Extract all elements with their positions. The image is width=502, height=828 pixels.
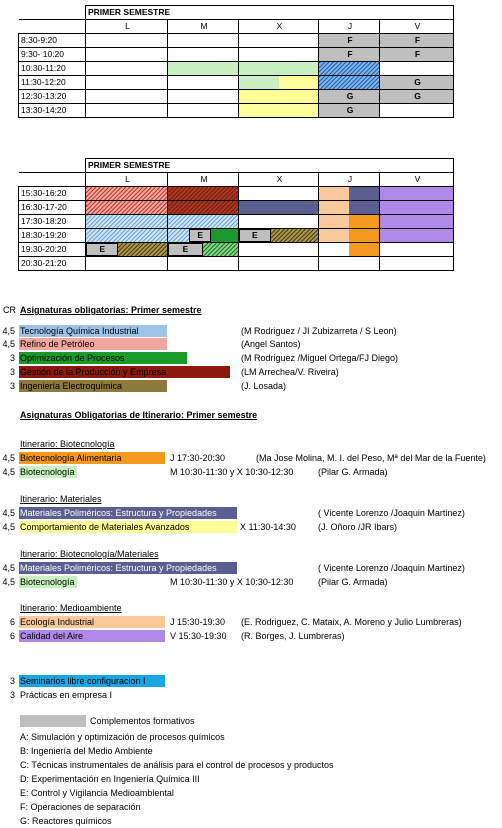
credits-header: CR [3, 305, 16, 315]
credits: 4,5 [2, 563, 15, 573]
legend-swatch [20, 715, 86, 727]
time-label: 12:30-13:20 [19, 90, 86, 104]
professors: (LM Arrechea/V. Riveira) [241, 367, 339, 377]
legend-item: F: Operaciones de separación [20, 802, 141, 812]
professors: (J. Losada) [241, 381, 287, 391]
schedule: V 15:30-19:30 [170, 631, 227, 641]
schedule: M 10:30-11:30 y X 10:30-12:30 [170, 577, 294, 587]
professors: (M Rodriguez / JI Zubizarreta / S Leon) [241, 326, 397, 336]
slot-gestion [168, 187, 239, 201]
professors: (Angel Santos) [241, 339, 301, 349]
legend-item: G: Reactores químicos [20, 816, 112, 826]
timetable-afternoon [18, 158, 454, 271]
credits: 6 [9, 617, 15, 627]
slot [239, 243, 319, 257]
slot-g: G [380, 76, 454, 90]
title-filler [239, 159, 454, 173]
slot-refino [86, 201, 168, 215]
slot-tecnologia-quimica [86, 229, 168, 243]
slot-e: E [189, 229, 211, 242]
slot-split [319, 229, 380, 243]
slot [239, 34, 319, 48]
credits: 3 [9, 676, 15, 686]
professors: (Pilar G. Armada) [318, 577, 388, 587]
schedule: J 15:30-19:30 [170, 617, 226, 627]
slot-split [319, 201, 380, 215]
slot-e: E [168, 243, 203, 256]
time-label: 19:30-20:20 [19, 243, 86, 257]
slot-split [239, 76, 319, 90]
table-title: PRIMER SEMESTRE [86, 159, 239, 173]
credits: 4,5 [2, 453, 15, 463]
title-filler [239, 6, 454, 20]
day-header-j: J [319, 173, 380, 187]
credits: 4,5 [2, 326, 15, 336]
corner-cell [19, 6, 86, 20]
slot-f: F [319, 34, 380, 48]
time-label: 11:30-12:20 [19, 76, 86, 90]
slot [380, 62, 454, 76]
slot-split [239, 229, 319, 243]
professors: (E. Rodriguez, C. Mataix, A. Moreno y Julio Lumbreras) [241, 617, 462, 627]
time-label: 16:30-17-20 [19, 201, 86, 215]
subject-name: Comportamiento de Materiales Avanzados [20, 522, 190, 532]
it2-title: Itinerario: Materiales [20, 494, 102, 504]
subject-name: Materiales Poliméricos: Estructura y Propiedades [20, 563, 217, 573]
slot-split [168, 243, 239, 257]
day-header-v: V [380, 20, 454, 34]
time-label: 9:30- 10:20 [19, 48, 86, 62]
slot [380, 257, 454, 271]
day-header-x: X [239, 20, 319, 34]
professors: (Ma Jose Molina, M. I. del Peso, Mª del Mar de la Fuente) [256, 453, 486, 463]
section-title: Asignaturas obligatorias: Primer semestre [20, 305, 202, 315]
time-label: 20:30-21:20 [19, 257, 86, 271]
credits: 3 [9, 367, 15, 377]
credits: 6 [9, 631, 15, 641]
slot-f: F [380, 34, 454, 48]
slot-f: F [319, 48, 380, 62]
day-header-m: M [168, 20, 239, 34]
subject-name: Biotecnología Alimentaria [20, 453, 122, 463]
slot [239, 257, 319, 271]
corner-cell [19, 173, 86, 187]
slot-split [319, 187, 380, 201]
legend-title: Complementos formativos [90, 716, 195, 726]
slot-materiales [239, 104, 319, 118]
professors: (J. Oñoro /JR Ibars) [318, 522, 398, 532]
slot-g: G [319, 90, 380, 104]
corner-cell [19, 159, 86, 173]
credits: 4,5 [2, 522, 15, 532]
slot [239, 187, 319, 201]
slot-split [168, 229, 239, 243]
timetable-morning [18, 5, 454, 118]
slot [86, 104, 168, 118]
slot-calidad-aire [380, 229, 454, 243]
slot-split [319, 243, 380, 257]
credits: 4,5 [2, 339, 15, 349]
slot [86, 48, 168, 62]
slot [239, 48, 319, 62]
professors: (Pilar G. Armada) [318, 467, 388, 477]
credits: 4,5 [2, 577, 15, 587]
subject-name: Ecología Industrial [20, 617, 95, 627]
slot-tecnologia-quimica [86, 215, 168, 229]
slot [86, 257, 168, 271]
day-header-l: L [86, 173, 168, 187]
professors: (R. Borges, J. Lumbreras) [241, 631, 345, 641]
section-title: Asignaturas Obligatorias de Itinerario: Primer semestre [20, 410, 258, 420]
slot [86, 76, 168, 90]
slot-hatched [319, 62, 380, 76]
slot-biotecnologia [239, 62, 319, 76]
slot-g: G [380, 90, 454, 104]
slot [319, 257, 380, 271]
slot [168, 48, 239, 62]
day-header-x: X [239, 173, 319, 187]
time-label: 15:30-16:20 [19, 187, 86, 201]
day-header-m: M [168, 173, 239, 187]
slot [239, 215, 319, 229]
subject-name: Biotecnología [20, 467, 75, 477]
professors: (M Rodriguez /Miguel Ortega/FJ Diego) [241, 353, 399, 363]
day-header-j: J [319, 20, 380, 34]
subject-name: Materiales Poliméricos: Estructura y Propiedades [20, 508, 217, 518]
credits: 4,5 [2, 508, 15, 518]
subject-name: Calidad del Aire [20, 631, 84, 641]
legend-item: C: Técnicas instrumentales de análisis para el control de procesos y productos [20, 760, 334, 770]
slot-biotecnologia [168, 62, 239, 76]
time-label: 10:30-11:20 [19, 62, 86, 76]
slot [86, 90, 168, 104]
subject-name: Biotecnología [20, 577, 75, 587]
day-header-l: L [86, 20, 168, 34]
credits: 3 [9, 381, 15, 391]
table-title: PRIMER SEMESTRE [86, 6, 239, 20]
time-label: 13:30-14:20 [19, 104, 86, 118]
it4-title: Itinerario: Medioambiente [20, 603, 122, 613]
slot-refino [86, 187, 168, 201]
time-label: 18:30-19:20 [19, 229, 86, 243]
slot [168, 257, 239, 271]
corner-cell [19, 20, 86, 34]
subject-name: Refino de Petróleo [20, 339, 95, 349]
slot-calidad-aire [380, 187, 454, 201]
legend-item: D: Experimentación en Ingeniería Química III [20, 774, 200, 784]
schedule: X 11:30-14:30 [240, 522, 296, 532]
slot-materiales [239, 90, 319, 104]
slot [86, 62, 168, 76]
credits: 3 [9, 353, 15, 363]
schedule: M 10:30-11:30 y X 10:30-12:30 [170, 467, 294, 477]
slot-tecnologia-quimica [168, 215, 239, 229]
slot [380, 104, 454, 118]
professors: ( Vicente Lorenzo /Joaquin Martinez) [318, 563, 465, 573]
legend-item: E: Control y Vigilancia Medioambiental [20, 788, 174, 798]
it1-title: Itinerario: Biotecnología [20, 439, 115, 449]
subject-name: Gestión de la Producción y Empresa [20, 367, 167, 377]
slot [168, 76, 239, 90]
slot-e: E [86, 243, 118, 256]
subject-name: Tecnología Química Industrial [20, 326, 139, 336]
slot-split [86, 243, 168, 257]
credits: 4,5 [2, 467, 15, 477]
credits: 3 [9, 690, 15, 700]
slot-hatched [319, 76, 380, 90]
time-label: 17:30-18:20 [19, 215, 86, 229]
subject-name: Seminarios libre configuracion I [20, 676, 146, 686]
slot [168, 34, 239, 48]
time-label: 8:30-9:20 [19, 34, 86, 48]
slot [380, 243, 454, 257]
professors: ( Vicente Lorenzo /Joaquin Martinez) [318, 508, 465, 518]
slot [86, 34, 168, 48]
slot-gestion [168, 201, 239, 215]
slot [168, 104, 239, 118]
it3-title: Itinerario: Biotecnología/Materiales [20, 549, 159, 559]
slot-f: F [380, 48, 454, 62]
slot-split [319, 215, 380, 229]
subject-name: Optimización de Procesos [20, 353, 125, 363]
slot [168, 90, 239, 104]
legend-item: A: Simulación y optimización de procesos químicos [20, 732, 225, 742]
slot-materiales-polimericos [239, 201, 319, 215]
day-header-v: V [380, 173, 454, 187]
legend-item: B: Ingeniería del Medio Ambiente [20, 746, 153, 756]
slot-g: G [319, 104, 380, 118]
subject-name: Ingeniería Electroquímica [20, 381, 123, 391]
slot-e: E [239, 229, 271, 242]
slot-calidad-aire [380, 215, 454, 229]
slot-calidad-aire [380, 201, 454, 215]
schedule: J 17:30-20:30 [170, 453, 226, 463]
subject-name: Prácticas en empresa I [20, 690, 113, 700]
